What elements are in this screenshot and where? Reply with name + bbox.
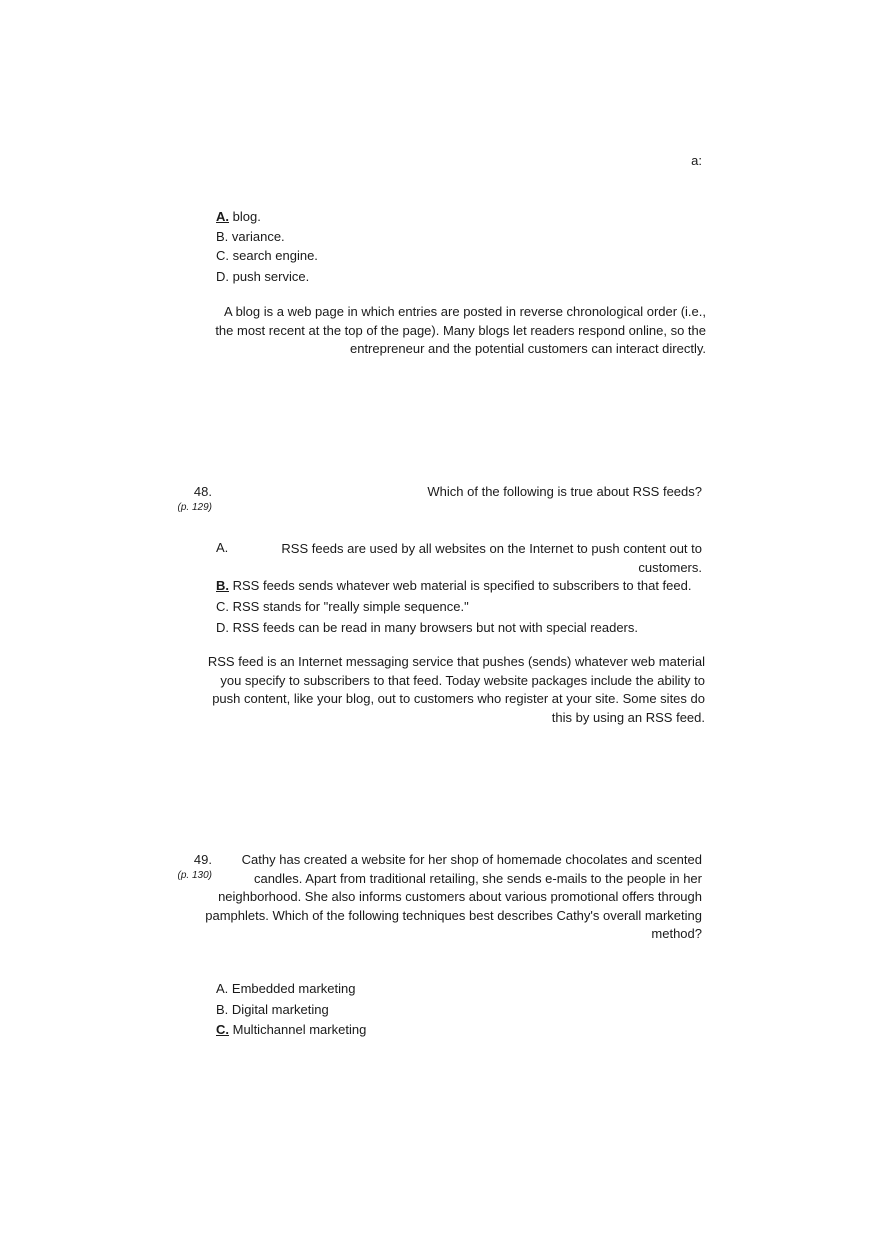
option-text: Digital marketing	[231, 1002, 329, 1017]
option-letter: B.	[216, 1002, 229, 1017]
option-text-line: RSS feeds are used by all websites on the Internet to push content out to	[281, 541, 702, 556]
answer-option	[216, 269, 309, 285]
question-stem	[205, 851, 702, 944]
option-text	[240, 540, 702, 577]
stem-line: candles. Apart from traditional retailing, she sends e-mails to the people in her	[253, 870, 702, 886]
answer-option	[216, 620, 638, 636]
explanation-line: this by using an RSS feed.	[551, 709, 705, 725]
answer-option	[216, 578, 691, 594]
option-letter: B.	[216, 578, 229, 593]
option-letter: D.	[216, 269, 229, 284]
explanation	[200, 653, 705, 727]
question-number: 48.	[193, 484, 212, 499]
option-text: variance.	[231, 229, 285, 244]
explanation-line: A blog is a web page in which entries are posted in reverse chronological order (i.e.,	[224, 304, 706, 319]
option-letter: A.	[216, 540, 229, 555]
explanation-line: you specify to subscribers to that feed. Today website packages include the ability to	[220, 672, 705, 688]
option-letter: C.	[216, 248, 229, 263]
option-text: Embedded marketing	[231, 981, 356, 996]
answer-option	[216, 981, 356, 997]
option-text: push service.	[232, 269, 310, 284]
option-letter: A.	[216, 209, 229, 224]
answer-option	[216, 540, 228, 556]
answer-option	[216, 1002, 329, 1018]
explanation-line: entrepreneur and the potential customers can interact directly.	[349, 341, 706, 356]
option-text: RSS feeds sends whatever web material is specified to subscribers to that feed.	[232, 578, 692, 593]
stem-line: pamphlets. Which of the following techniques best describes Cathy's overall marketing	[205, 907, 702, 923]
explanation-line: RSS feed is an Internet messaging service that pushes (sends) whatever web material	[207, 654, 705, 669]
option-text: search engine.	[232, 248, 318, 263]
page-reference: (p. 129)	[177, 502, 212, 513]
stem-line: method?	[651, 926, 702, 941]
page-reference: (p. 130)	[177, 870, 212, 881]
explanation	[200, 303, 706, 359]
option-letter: B.	[216, 229, 229, 244]
option-text: blog.	[232, 209, 261, 224]
option-letter: A.	[216, 981, 229, 996]
stem-line: neighborhood. She also informs customers about various promotional offers through	[218, 889, 702, 904]
answer-option	[216, 1022, 366, 1038]
answer-option	[216, 248, 318, 264]
option-text-line: customers.	[638, 559, 702, 575]
question-stem: Which of the following is true about RSS feeds?	[427, 484, 702, 499]
explanation-line: push content, like your blog, out to customers who register at your site. Some sites do	[212, 691, 705, 706]
option-text: Multichannel marketing	[232, 1022, 367, 1037]
option-letter: C.	[216, 1022, 229, 1037]
explanation-line: the most recent at the top of the page). Many blogs let readers respond online, so the	[215, 322, 706, 338]
answer-option	[216, 599, 469, 615]
answer-option	[216, 229, 285, 245]
option-text: RSS feeds can be read in many browsers but not with special readers.	[232, 620, 638, 635]
question-stem-tail: a:	[691, 153, 702, 168]
option-letter: D.	[216, 620, 229, 635]
option-letter: C.	[216, 599, 229, 614]
option-text: RSS stands for "really simple sequence."	[232, 599, 469, 614]
question-number: 49.	[193, 852, 212, 867]
answer-option	[216, 209, 261, 225]
stem-line: Cathy has created a website for her shop of homemade chocolates and scented	[241, 852, 702, 867]
